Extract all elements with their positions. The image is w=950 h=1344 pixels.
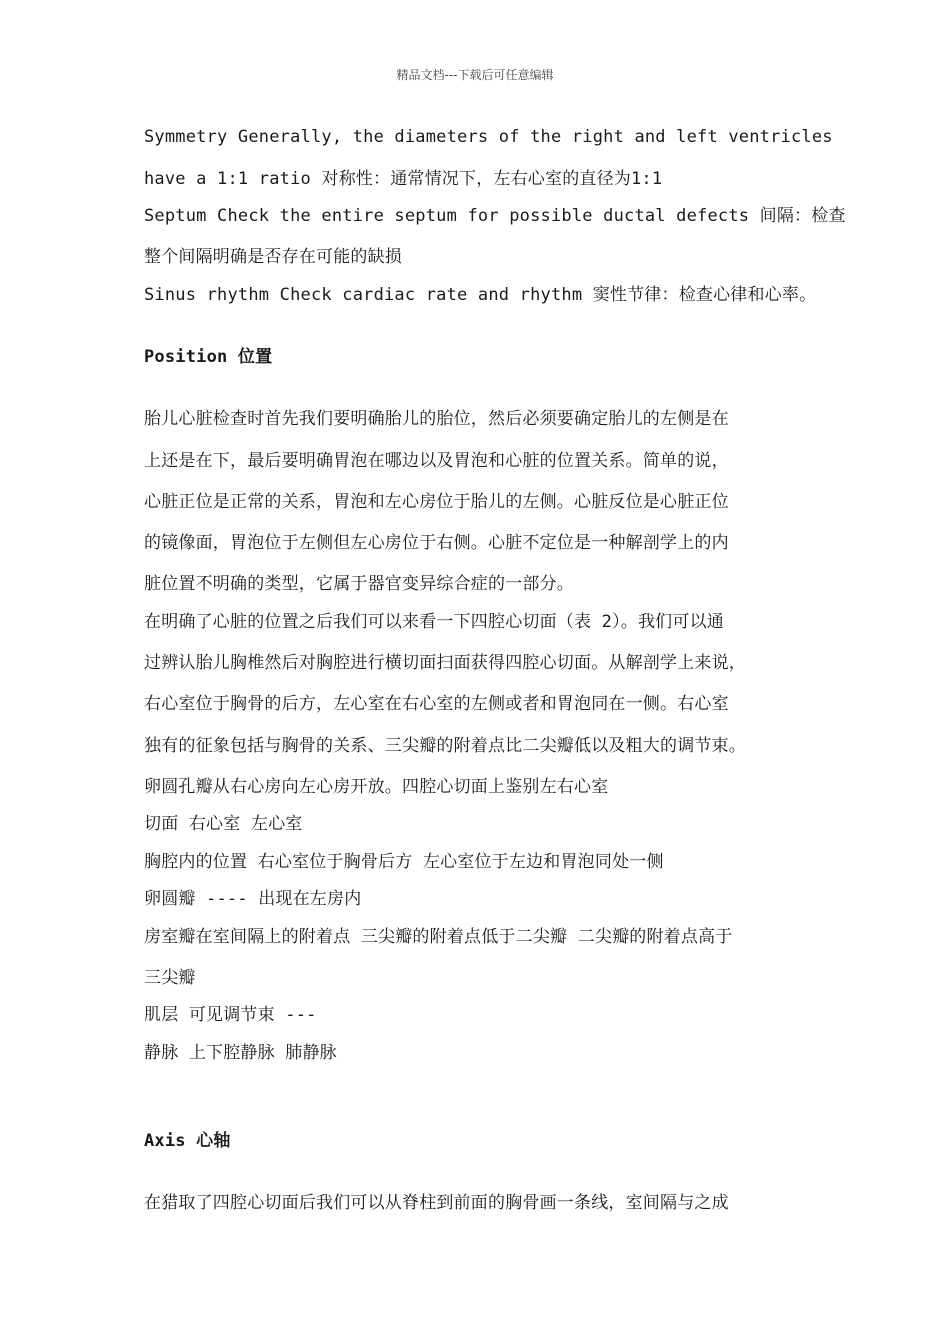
septum-line-1: Septum Check the entire septum for possible ductal defects 间隔：检查 [144,206,846,226]
symmetry-line-2: have a 1:1 ratio 对称性：通常情况下，左右心室的直径为1:1 [144,169,663,189]
axis-paragraph-line-1: 在猎取了四腔心切面后我们可以从脊柱到前面的胸骨画一条线，室间隔与之成 [144,1193,729,1213]
position-heading: Position 位置 [144,347,273,367]
page-header: 精品文档---下载后可任意编辑 [396,68,554,82]
four-chamber-paragraph-line-5: 卵圆孔瓣从右心房向左心房开放。四腔心切面上鉴别左右心室 [144,777,609,797]
septum-line-2: 整个间隔明确是否存在可能的缺损 [144,247,402,267]
sinus-rhythm-line: Sinus rhythm Check cardiac rate and rhythm 窦性节律：检查心律和心率。 [144,285,817,305]
table-row-av-valve-line-1: 房室瓣在室间隔上的附着点 三尖瓣的附着点低于二尖瓣 二尖瓣的附着点高于 [144,927,733,947]
four-chamber-paragraph-line-1: 在明确了心脏的位置之后我们可以来看一下四腔心切面（表 2）。我们可以通 [144,612,724,632]
position-paragraph-line-3: 心脏正位是正常的关系，胃泡和左心房位于胎儿的左侧。心脏反位是心脏正位 [144,492,729,512]
table-row-foramen-valve: 卵圆瓣 ---- 出现在左房内 [144,889,362,909]
symmetry-line-1: Symmetry Generally, the diameters of the right and left ventricles [144,127,833,147]
position-paragraph-line-4: 的镜像面，胃泡位于左侧但左心房位于右侧。心脏不定位是一种解剖学上的内 [144,533,729,553]
table-row-av-valve-line-2: 三尖瓣 [144,968,196,988]
position-paragraph-line-1: 胎儿心脏检查时首先我们要明确胎儿的胎位，然后必须要确定胎儿的左侧是在 [144,409,729,429]
four-chamber-paragraph-line-3: 右心室位于胸骨的后方，左心室在右心室的左侧或者和胃泡同在一侧。右心室 [144,694,729,714]
four-chamber-paragraph-line-4: 独有的征象包括与胸骨的关系、三尖瓣的附着点比二尖瓣低以及粗大的调节束。 [144,736,746,756]
table-row-position: 胸腔内的位置 右心室位于胸骨后方 左心室位于左边和胃泡同处一侧 [144,852,664,872]
table-row-veins: 静脉 上下腔静脉 肺静脉 [144,1043,337,1063]
position-paragraph-line-5: 脏位置不明确的类型，它属于器官变异综合症的一部分。 [144,574,574,594]
table-row-header: 切面 右心室 左心室 [144,814,303,834]
axis-heading: Axis 心轴 [144,1131,231,1151]
table-row-muscle: 肌层 可见调节束 --- [144,1005,317,1025]
four-chamber-paragraph-line-2: 过辨认胎儿胸椎然后对胸腔进行横切面扫面获得四腔心切面。从解剖学上来说， [144,653,746,673]
position-paragraph-line-2: 上还是在下，最后要明确胃泡在哪边以及胃泡和心脏的位置关系。简单的说， [144,451,729,471]
